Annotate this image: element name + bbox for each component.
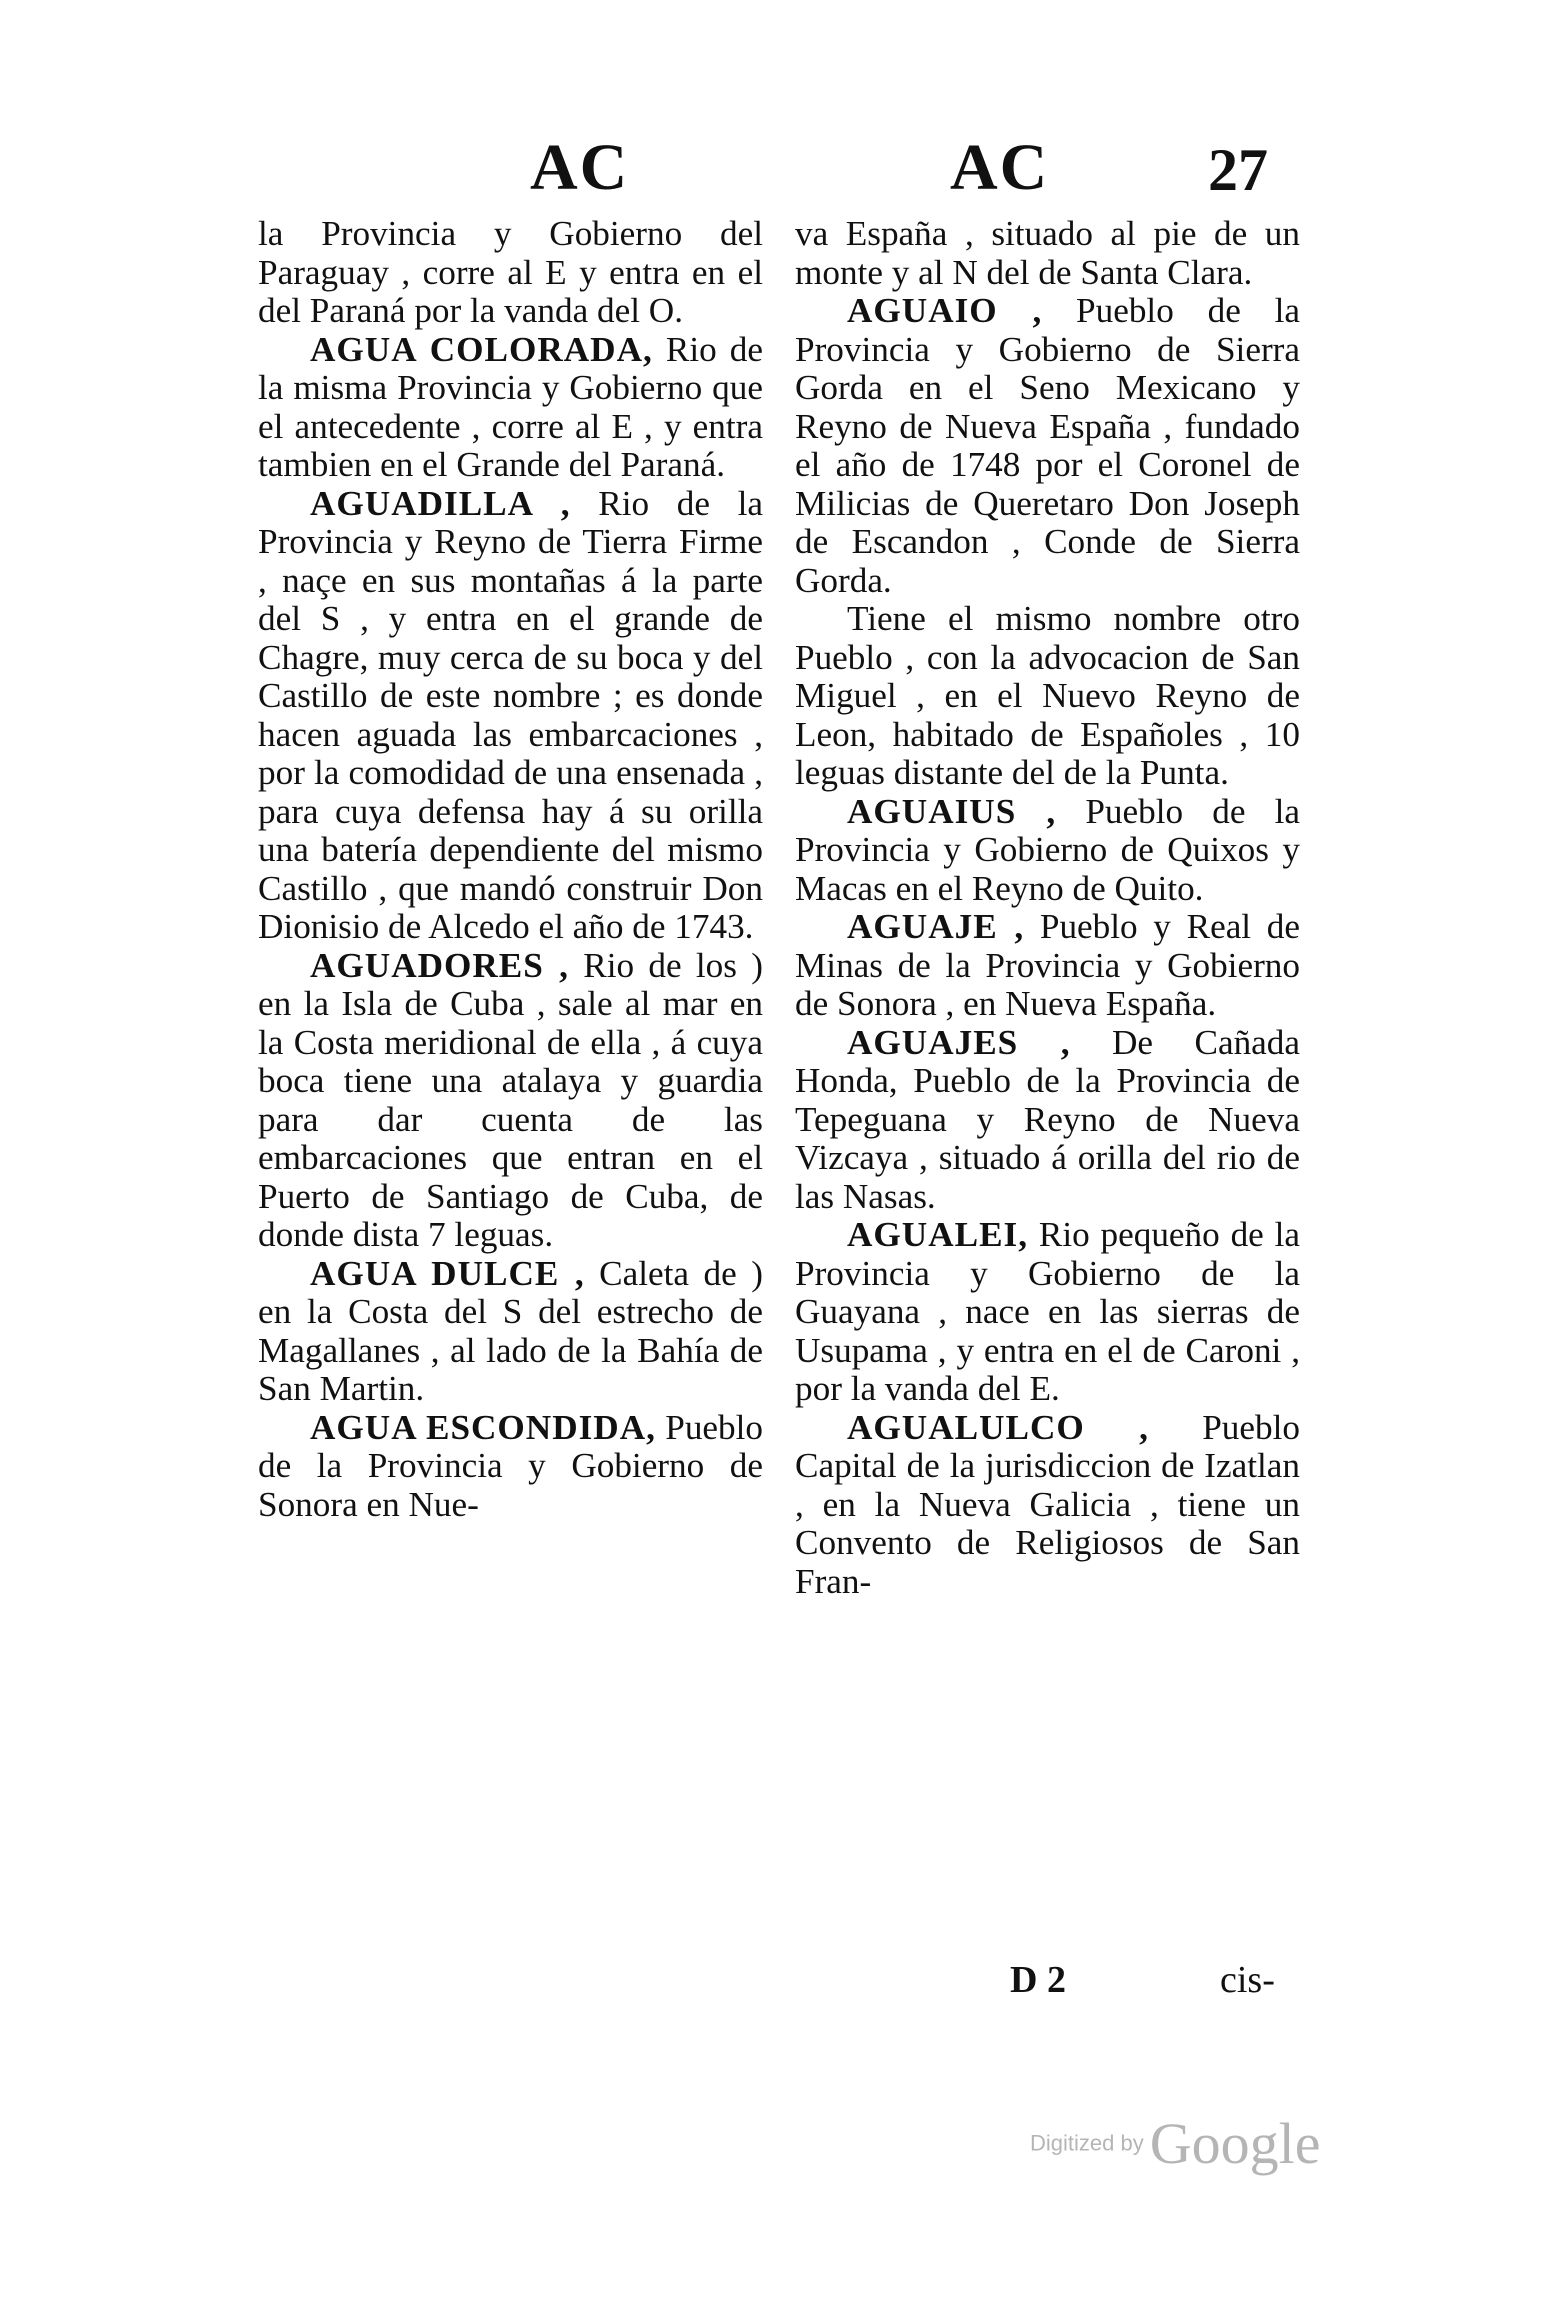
watermark-prefix: Digitized by [1030, 2130, 1144, 2156]
entry-headword: AGUA COLORADA, [310, 329, 653, 369]
left-column [258, 215, 763, 1524]
entry [795, 1024, 1300, 1217]
digitized-watermark [1030, 2110, 1320, 2177]
running-head-left: AC [530, 131, 630, 204]
entry-headword: AGUAJE , [847, 907, 1025, 946]
signature-mark: D 2 [1010, 1959, 1066, 2001]
entry-text: Rio de la misma Provincia y Gobierno que el antecedente , corre al E , y entra tambien en el Grande del Paraná. [258, 329, 763, 484]
page-number: 27 [1208, 137, 1268, 203]
entry [795, 793, 1300, 909]
catchword: cis- [1220, 1959, 1275, 2001]
entry [258, 331, 763, 485]
entry-text: Rio pequeño de la Provincia y Gobierno de la Guayana , nace en las sierras de Usupama , y entra en el de Caroni , por la vanda del E. [795, 1215, 1300, 1408]
entry-headword: AGUAJES , [847, 1022, 1071, 1062]
entry [795, 1409, 1300, 1602]
running-head-right: AC [950, 131, 1050, 204]
entry-text: Caleta de ) en la Costa del S del estrecho de Magallanes , al lado de la Bahía de San Martin. [258, 1253, 763, 1408]
entry-text: Pueblo de la Provincia y Gobierno de Quixos y Macas en el Reyno de Quito. [795, 791, 1300, 908]
entry [795, 292, 1300, 600]
google-logo: Google [1149, 2111, 1321, 2176]
entry-headword: AGUAIO , [847, 291, 1043, 330]
entry-headword: AGUAIUS , [847, 791, 1057, 831]
entry-text: Pueblo Capital de la jurisdiccion de Izatlan , en la Nueva Galicia , tiene un Convento de Religiosos de San Fran- [795, 1407, 1300, 1601]
entry-headword: AGUALULCO , [847, 1407, 1149, 1447]
entry-headword: AGUA DULCE , [310, 1253, 585, 1293]
entry-headword: AGUADILLA , [310, 483, 571, 523]
entry-continuation [795, 215, 1300, 292]
entry-headword: AGUADORES , [310, 945, 569, 985]
entry-text: De Cañada Honda, Pueblo de la Provincia de Tepeguana y Reyno de Nueva Vizcaya , situado á orilla del rio de las Nasas. [795, 1022, 1300, 1216]
entry [258, 1255, 763, 1409]
right-column [795, 215, 1300, 1601]
entry-text: Pueblo de la Provincia y Gobierno de Sonora en Nue- [258, 1407, 763, 1524]
entry-text: la Provincia y Gobierno del Paraguay , corre al E y entra en el del Paraná por la vanda del O. [258, 214, 763, 330]
entry-text: Pueblo de la Provincia y Gobierno de Sierra Gorda en el Seno Mexicano y Reyno de Nueva España , fundado el año de 1748 por el Coronel de Milicias de Queretaro Don Joseph de Escandon , Conde de Sierra Gorda. [795, 291, 1300, 600]
entry [795, 600, 1300, 793]
entry [795, 908, 1300, 1024]
entry-text: Rio de los ) en la Isla de Cuba , sale al mar en la Costa meridional de ella , á cuya boca tiene una atalaya y guardia para dar cuenta de las embarcaciones que entran en el Puerto de Santiago de Cuba, de donde dista 7 leguas. [258, 945, 763, 1254]
entry [258, 947, 763, 1255]
entry-text: Pueblo y Real de Minas de la Provincia y Gobierno de Sonora , en Nueva España. [795, 907, 1300, 1023]
entry-continuation [258, 215, 763, 331]
entry [258, 485, 763, 947]
entry [258, 1409, 763, 1525]
entry-text: Rio de la Provincia y Reyno de Tierra Firme , naçe en sus montañas á la parte del S , y entra en el grande de Chagre, muy cerca de su boca y del Castillo de este nombre ; es donde hacen aguada las embarcaciones , por la comodidad de una ensenada , para cuya defensa hay á su orilla una batería dependiente del mismo Castillo , que mandó construir Don Dionisio de Alcedo el año de 1743. [258, 483, 763, 946]
entry [795, 1216, 1300, 1409]
entry-headword: AGUALEI, [847, 1215, 1029, 1254]
entry-text: va España , situado al pie de un monte y al N del de Santa Clara. [795, 214, 1300, 292]
entry-headword: AGUA ESCONDIDA, [310, 1407, 656, 1447]
entry-text: Tiene el mismo nombre otro Pueblo , con la advocacion de San Miguel , en el Nuevo Reyno de Leon, habitado de Españoles , 10 leguas distante del de la Punta. [795, 599, 1300, 792]
